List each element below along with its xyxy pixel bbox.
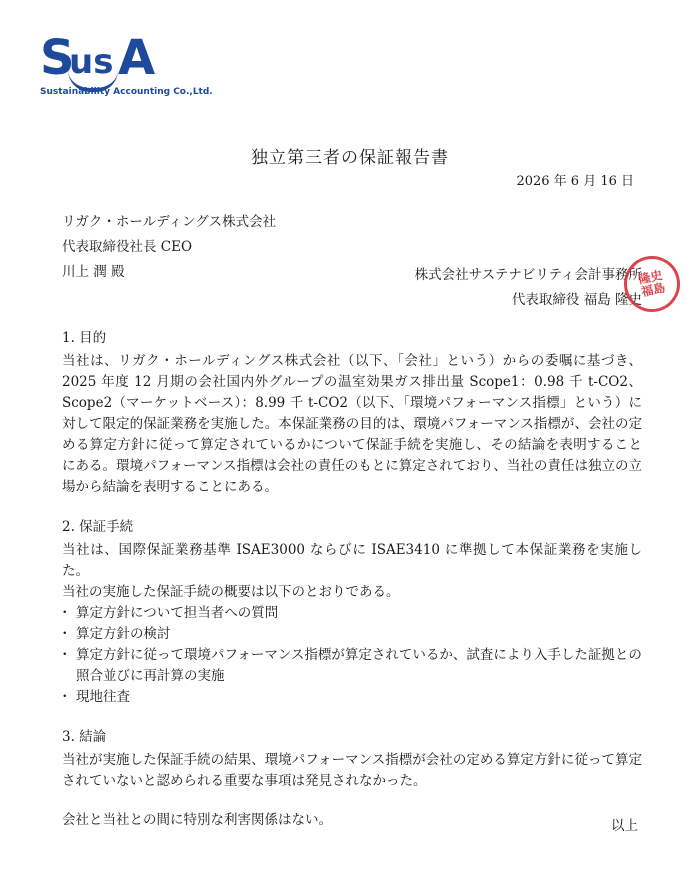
procedure-list: [62, 603, 642, 708]
logo-subtitle: Sustainability Accounting Co.,Ltd.: [40, 87, 213, 97]
section-text: 当社が実施した保証手続の結果、環境パフォーマンス指標が会社の定める算定方針に従って算定されていないと認められる重要な事項は発見されなかった。: [62, 752, 642, 789]
addressee-block: [62, 210, 276, 285]
list-item: ・ 算定方針の検討: [62, 624, 642, 645]
issuer-company: 株式会社サステナビリティ会計事務所: [414, 267, 642, 283]
seal-text: 隆史 福島: [637, 267, 667, 300]
list-item: ・ 算定方針について担当者への質問: [62, 603, 642, 624]
company-logo: [40, 30, 213, 97]
issuer-block: [415, 263, 642, 313]
addressee-position: 代表取締役社長 CEO: [62, 239, 193, 255]
end-mark: 以上: [611, 818, 638, 834]
logo-letter-s: S: [40, 30, 75, 86]
logo-letter-us: us: [69, 42, 114, 82]
section-heading: 2. 保証手続: [62, 519, 134, 535]
section-text: 当社は、国際保証業務基準 ISAE3000 ならびに ISAE3410 に準拠して本保証業務を実施した。: [62, 542, 642, 579]
list-item: ・ 現地往査: [62, 687, 642, 708]
logo-letter-a: A: [118, 30, 156, 86]
report-title: 独立第三者の保証報告書: [251, 148, 449, 168]
closing-statement: 会社と当社との間に特別な利害関係はない。: [62, 812, 332, 828]
report-body: [62, 328, 642, 850]
issuer-representative: 代表取締役 福島 隆史: [511, 292, 642, 308]
addressee-company: リガク・ホールディングス株式会社: [62, 214, 277, 230]
section-procedures: [62, 517, 642, 708]
section-text: 当社の実施した保証手続の概要は以下のとおりである。: [62, 584, 400, 600]
section-heading: 3. 結論: [62, 729, 107, 745]
report-date: 2026 年 6 月 16 日: [516, 174, 634, 189]
logo-wordmark: [40, 30, 170, 85]
list-item: ・ 算定方針に従って環境パフォーマンス指標が算定されているか、試査により入手した証拠との照合並びに再計算の実施: [62, 645, 642, 687]
section-purpose: [62, 328, 642, 498]
section-conclusion: [62, 727, 642, 831]
section-text: 当社は、リガク・ホールディングス株式会社（以下、「会社」という）からの委嘱に基づき、2025 年度 12 月期の会社国内外グループの温室効果ガス排出量 Scope1：0.98 千 t-CO2、Scope2（マーケットベース）：8.99 千 t-CO2（以下、「環境パフォーマンス指標」という）に対して限定的保証業務を実施した。本保証業務の目的は、環境パフォーマンス指標が、会社の定める算定方針に従って算定されているかについて保証手続を実施し、その結論を表明することにある。環境パフォーマンス指標は会社の責任のもとに算定されており、当社の責任は独立の立場から結論を表明することにある。: [62, 353, 642, 495]
addressee-name: 川上 潤 殿: [62, 264, 125, 280]
section-heading: 1. 目的: [62, 330, 107, 346]
